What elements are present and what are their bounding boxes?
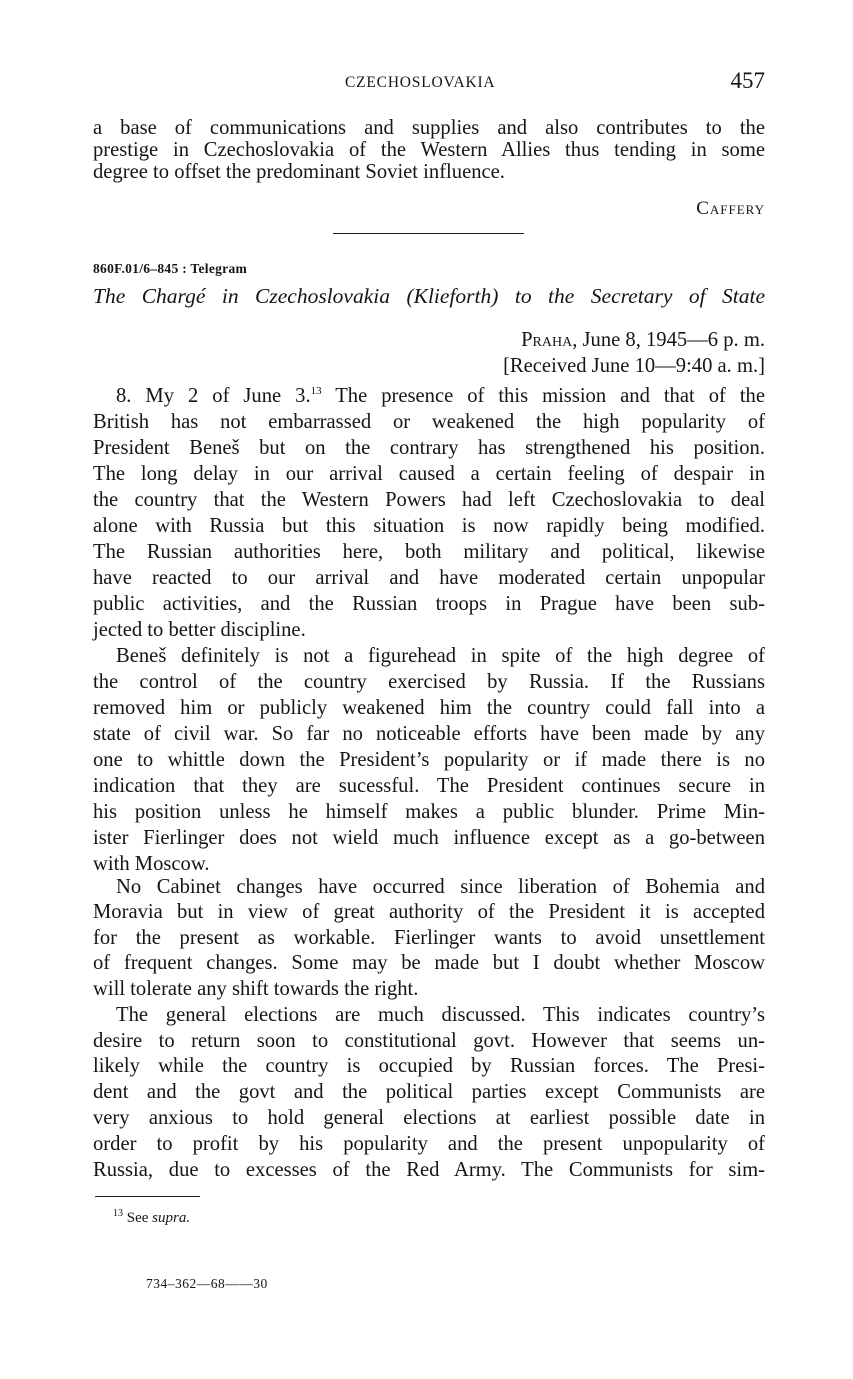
body-line: removed him or publicly weakened him the country could fall into a <box>93 697 765 719</box>
dateline-place: Praha <box>521 329 573 351</box>
footnote-mark: 13 <box>113 1208 123 1219</box>
body-line: desire to return soon to constitutional govt. However that seems un- <box>93 1030 765 1052</box>
document-title: The Chargé in Czechoslovakia (Klieforth) to the Secretary of State <box>93 284 765 308</box>
body-line: indication that they are sucessful. The President continues secure in <box>93 775 765 797</box>
paragraph-4-first-line: The general elections are much discussed. This indicates country’s <box>116 1004 765 1026</box>
body-line: the control of the country exercised by Russia. If the Russians <box>93 671 765 693</box>
page-number: 457 <box>730 68 765 93</box>
body-line: dent and the govt and the political parties except Communists are <box>93 1081 765 1103</box>
body-line: likely while the country is occupied by Russian forces. The Presi- <box>93 1055 765 1077</box>
running-head <box>93 70 765 100</box>
paragraph-2-first-line: Beneš definitely is not a figurehead in spite of the high degree of <box>116 645 765 667</box>
body-text: The presence of this mission and that of the <box>321 385 765 407</box>
body-line: The Russian authorities here, both military and political, likewise <box>93 541 765 563</box>
body-line: with Moscow. <box>93 853 210 875</box>
footnote-ref: supra. <box>152 1210 191 1226</box>
running-head-title: CZECHOSLOVAKIA <box>345 74 496 91</box>
body-line: The long delay in our arrival caused a certain feeling of despair in <box>93 463 765 485</box>
signature: Caffery <box>696 198 765 219</box>
body-line: the country that the Western Powers had left Czechoslovakia to deal <box>93 489 765 511</box>
footnote-divider <box>95 1196 200 1197</box>
received-line: [Received June 10—9:40 a. m.] <box>503 355 765 377</box>
body-line: of frequent changes. Some may be made but I doubt whether Moscow <box>93 952 765 974</box>
body-line: one to whittle down the President’s popularity or if made there is no <box>93 749 765 771</box>
paragraph-3-first-line: No Cabinet changes have occurred since liberation of Bohemia and <box>116 876 765 898</box>
section-divider <box>333 233 524 234</box>
body-line: for the present as workable. Fierlinger wants to avoid unsettlement <box>93 927 765 949</box>
body-line: President Beneš but on the contrary has strengthened his position. <box>93 437 765 459</box>
body-text: 8. My 2 of June 3. <box>116 385 311 407</box>
dateline-date: , June 8, 1945—6 p. m. <box>572 329 765 351</box>
paragraph-1-first-line <box>116 383 765 412</box>
body-line: public activities, and the Russian troops in Prague have been sub- <box>93 593 765 615</box>
continuation-line: degree to offset the predominant Soviet influence. <box>93 161 505 183</box>
body-line: very anxious to hold general elections at earliest possible date in <box>93 1107 765 1129</box>
footnote <box>113 1210 190 1227</box>
continuation-line: a base of communications and supplies and also contributes to the <box>93 117 765 139</box>
continuation-line: prestige in Czechoslovakia of the Western Allies thus tending in some <box>93 139 765 161</box>
footnote-text: See <box>126 1210 153 1226</box>
printer-code: 734–362—68——30 <box>146 1276 268 1291</box>
body-line: state of civil war. So far no noticeable efforts have been made by any <box>93 723 765 745</box>
body-line: have reacted to our arrival and have moderated certain unpopular <box>93 567 765 589</box>
body-line: Russia, due to excesses of the Red Army. The Communists for sim- <box>93 1159 765 1181</box>
body-line: British has not embarrassed or weakened the high popularity of <box>93 411 765 433</box>
body-line: his position unless he himself makes a public blunder. Prime Min- <box>93 801 765 823</box>
body-line: jected to better discipline. <box>93 619 306 641</box>
body-line: order to profit by his popularity and the present unpopularity of <box>93 1133 765 1155</box>
dateline <box>93 327 765 353</box>
document-reference: 860F.01/6–845 : Telegram <box>93 261 248 276</box>
body-line: will tolerate any shift towards the right. <box>93 978 419 1000</box>
body-line: alone with Russia but this situation is now rapidly being modified. <box>93 515 765 537</box>
body-line: Moravia but in view of great authority of the President it is accepted <box>93 901 765 923</box>
footnote-reference[interactable]: 13 <box>310 385 322 397</box>
body-line: ister Fierlinger does not wield much influence except as a go-between <box>93 827 765 849</box>
